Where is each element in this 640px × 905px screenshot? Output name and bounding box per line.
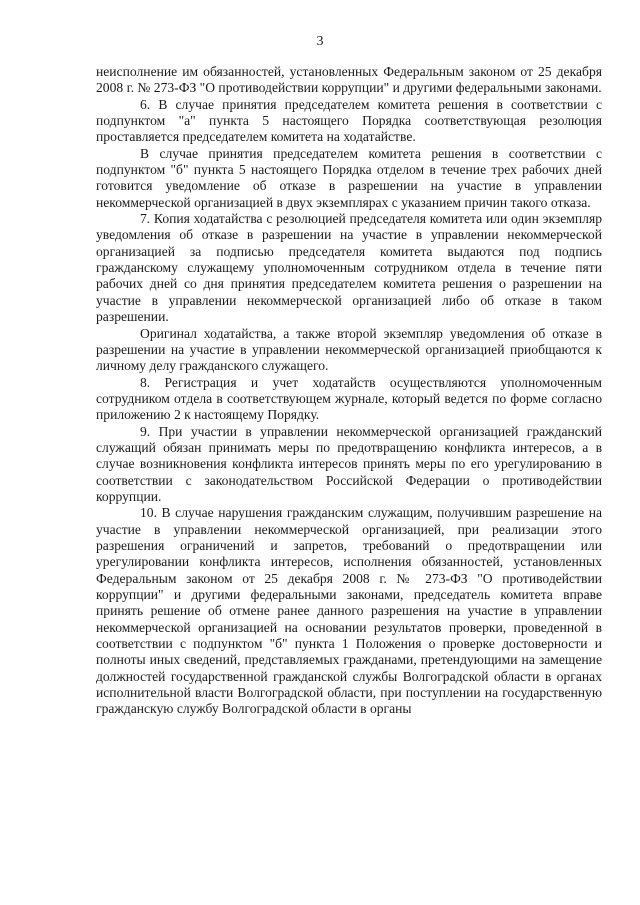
paragraph-item-6-refusal: В случае принятия председателем комитета решения в соответствии с подпунктом "б" пункта 5 настоящего Порядка отделом в течение трех рабочих дней готовится уведомление об отказе в разрешении на участие в управлении некоммерческой организацией в двух экземплярах с указанием причин такого отказа.: [96, 145, 602, 210]
page-number: 3: [316, 34, 324, 49]
paragraph-continuation: неисполнение им обязанностей, установленных Федеральным законом от 25 декабря 2008 г. № 273-ФЗ "О противодействии коррупции" и другими федеральными законами.: [96, 64, 602, 96]
paragraph-item-8: 8. Регистрация и учет ходатайств осуществляются уполномоченным сотрудником отдела в соответствующем журнале, который ведется по форме согласно приложению 2 к настоящему Порядку.: [96, 374, 602, 423]
paragraph-item-7-original: Оригинал ходатайства, а также второй экземпляр уведомления об отказе в разрешении на участие в управлении некоммерческой организацией приобщаются к личному делу гражданского служащего.: [96, 325, 602, 374]
paragraph-item-7: 7. Копия ходатайства с резолюцией председателя комитета или один экземпляр уведомления об отказе в разрешении на участие в управлении некоммерческой организацией за подписью председателя комитета выдаются под подпись гражданскому служащему уполномоченным сотрудником отдела в течение пяти рабочих дней со дня принятия председателем комитета решения о разрешении на участие в управлении некоммерческой организацией либо об отказе в таком разрешении.: [96, 211, 602, 325]
document-body: [96, 64, 602, 718]
paragraph-item-10: 10. В случае нарушения гражданским служащим, получившим разрешение на участие в управлении некоммерческой организацией, при реализации этого разрешения ограничений и запретов, требований о предотвращении или урегулировании конфликта интересов, исполнения обязанностей, установленных Федеральным законом от 25 декабря 2008 г. № 273-ФЗ "О противодействии коррупции" и другими федеральными законами, председатель комитета вправе принять решение об отмене ранее данного разрешения на участие в управлении некоммерческой организацией на основании результатов проверки, проведенной в соответствии с подпунктом "б" пункта 1 Положения о проверке достоверности и полноты иных сведений, представляемых гражданами, претендующими на замещение должностей государственной гражданской службы Волгоградской области в органах исполнительной власти Волгоградской области, при поступлении на государственную гражданскую службу Волгоградской области в органы: [96, 505, 602, 717]
paragraph-item-9: 9. При участии в управлении некоммерческой организацией гражданский служащий обязан принимать меры по предотвращению конфликта интересов, а в случае возникновения конфликта интересов принять меры по его урегулированию в соответствии с законодательством Российской Федерации о противодействии коррупции.: [96, 423, 602, 504]
paragraph-item-6: 6. В случае принятия председателем комитета решения в соответствии с подпунктом "а" пункта 5 настоящего Порядка соответствующая резолюция проставляется председателем комитета на ходатайстве.: [96, 96, 602, 145]
